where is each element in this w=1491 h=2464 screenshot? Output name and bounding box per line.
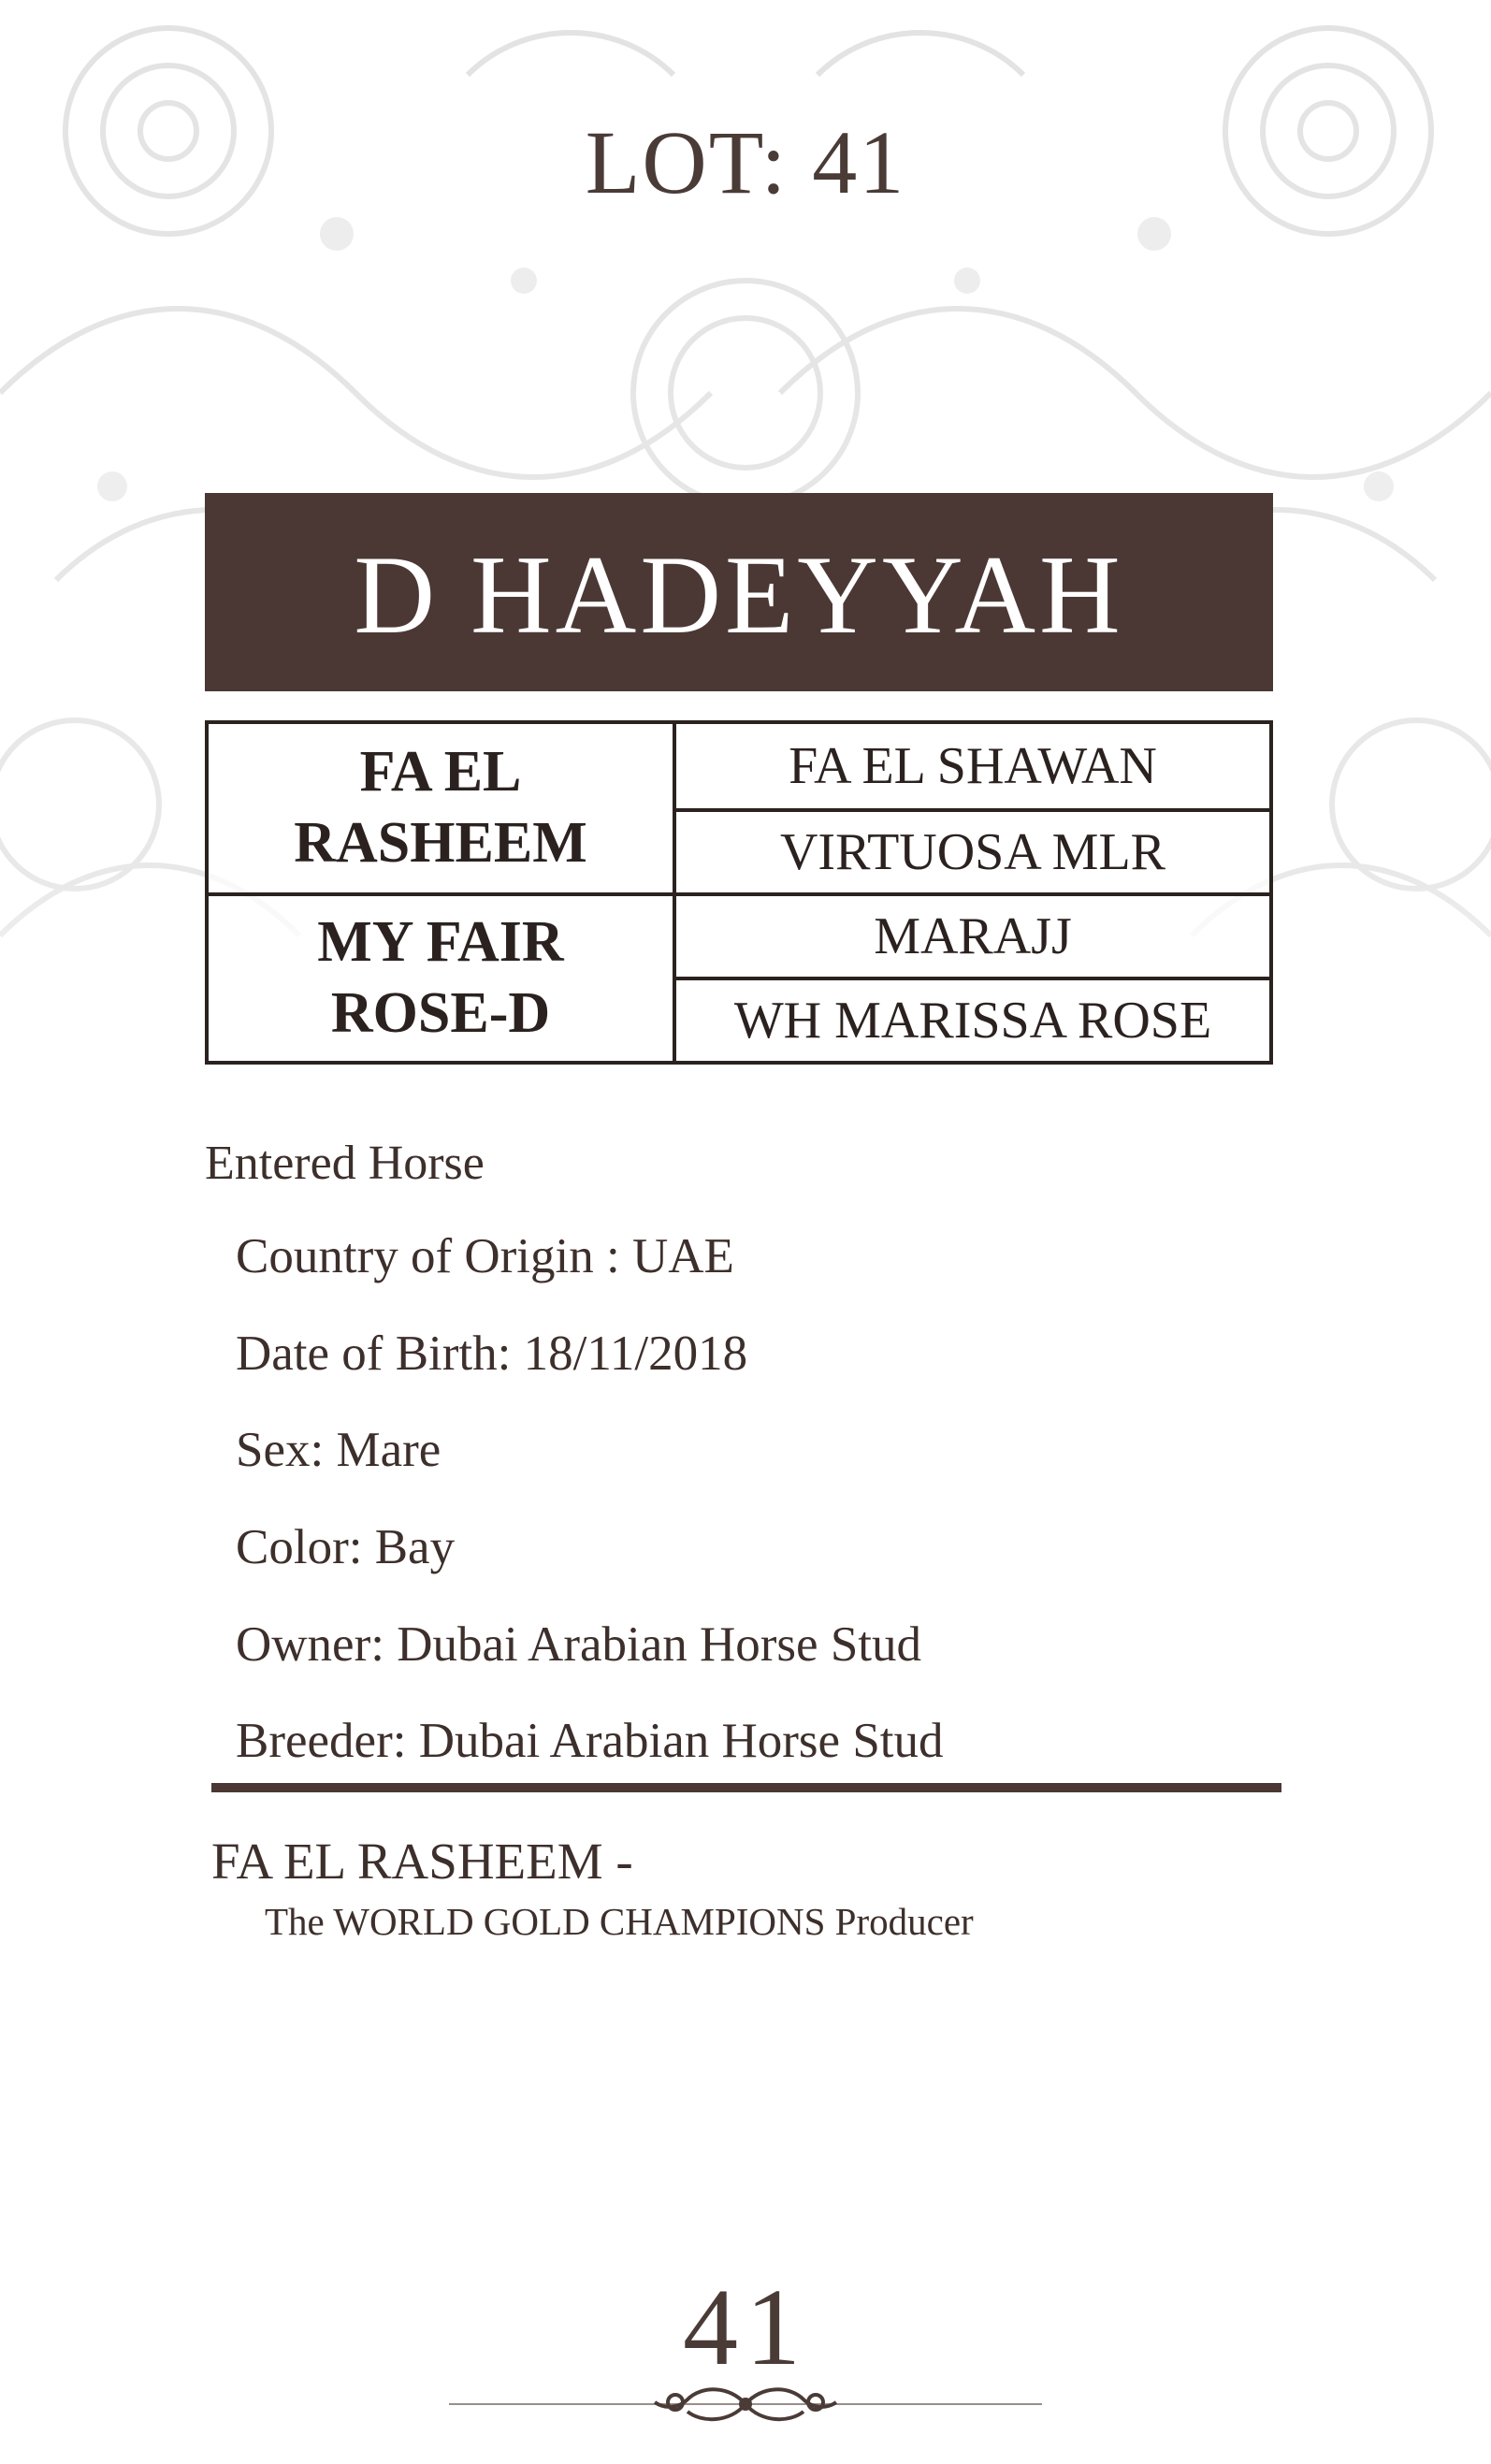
pedigree-dam-sire: MARAJJ: [676, 892, 1269, 977]
details-heading: Entered Horse: [205, 1137, 485, 1190]
pedigree-sire-dam: VIRTUOSA MLR: [676, 808, 1269, 892]
horse-name-banner: [205, 493, 1273, 691]
horse-name: D HADEYYAH: [354, 532, 1124, 657]
detail-color: Color: Bay: [236, 1519, 456, 1574]
detail-owner: Owner: Dubai Arabian Horse Stud: [236, 1616, 922, 1672]
lot-title: LOT: 41: [585, 112, 906, 212]
pedigree-dam: MY FAIR ROSE-D: [209, 892, 676, 1061]
pedigree-sire: FA EL RASHEEM: [209, 724, 676, 892]
section-divider: [211, 1783, 1281, 1792]
pedigree-sire-sire: FA EL SHAWAN: [789, 737, 1157, 795]
horse-details: [205, 1137, 1281, 1809]
pedigree-dam-dam: WH MARISSA ROSE: [676, 977, 1269, 1061]
detail-sex: Sex: Mare: [236, 1423, 442, 1478]
detail-date-of-birth: Date of Birth: 18/11/2018: [236, 1326, 748, 1381]
pedigree-table: [205, 720, 1273, 1065]
detail-breeder: Breeder: Dubai Arabian Horse Stud: [236, 1714, 944, 1769]
footer-ornament: [449, 2376, 1042, 2432]
page-number: 41: [683, 2266, 808, 2388]
detail-country: Country of Origin : UAE: [236, 1229, 734, 1284]
tagline-sire-name: FA EL RASHEEM -: [211, 1833, 633, 1890]
tagline-subtitle: The WORLD GOLD CHAMPIONS Producer: [265, 1900, 974, 1943]
